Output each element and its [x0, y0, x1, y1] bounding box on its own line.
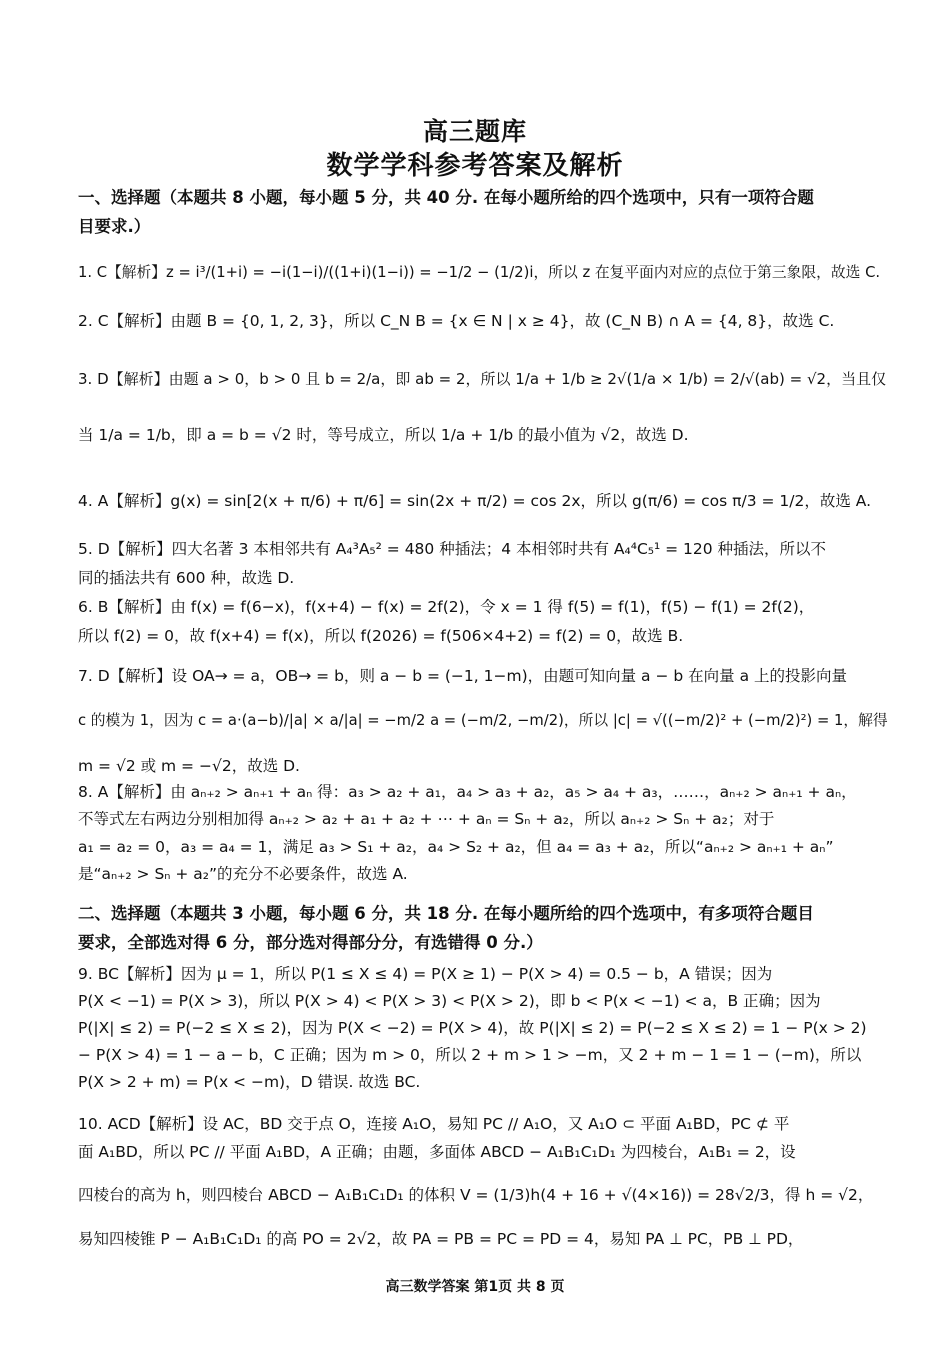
answer-5-line-1: 5. D【解析】四大名著 3 本相邻共有 A₄³A₅² = 480 种插法；4 本相邻时共有 A₄⁴C₅¹ = 120 种插法，所以不 [78, 540, 827, 558]
section-1-heading-line-1: 一、选择题（本题共 8 小题，每小题 5 分，共 40 分. 在每小题所给的四个选项中，只有一项符合题 [78, 188, 814, 207]
answer-8-line-1: 8. A【解析】由 aₙ₊₂ > aₙ₊₁ + aₙ 得：a₃ > a₂ + a₁，a₄ > a₃ + a₂，a₅ > a₄ + a₃，……，aₙ₊₂ > aₙ₊₁ + aₙ， [78, 783, 857, 801]
answer-6-line-2: 所以 f(2) = 0，故 f(x+4) = f(x)，所以 f(2026) = f(506×4+2) = f(2) = 0，故选 B. [78, 627, 684, 645]
document-subtitle: 数学学科参考答案及解析 [326, 151, 624, 181]
answer-7-line-2: c 的模为 1，因为 c = a·(a−b)/|a| × a/|a| = −m/2 a = (−m/2, −m/2)，所以 |c| = √((−m/2)² + (−m/2)²) = 1，解得 [78, 712, 888, 729]
page-footer: 高三数学答案 第1页 共 8 页 [385, 1279, 565, 1295]
answer-4: 4. A【解析】g(x) = sin[2(x + π/6) + π/6] = sin(2x + π/2) = cos 2x，所以 g(π/6) = cos π/3 = 1/2，故选 A. [78, 492, 872, 510]
answer-9-line-4: − P(X > 4) = 1 − a − b，C 正确；因为 m > 0，所以 2 + m > 1 > −m，又 2 + m − 1 = 1 − (−m)，所以 [78, 1046, 862, 1064]
answer-7-line-1: 7. D【解析】设 OA→ = a，OB→ = b，则 a − b = (−1, 1−m)，由题可知向量 a − b 在向量 a 上的投影向量 [78, 667, 848, 685]
answer-9-line-2: P(X < −1) = P(X > 3)，所以 P(X > 4) < P(X > 3) < P(X > 2)，即 b < P(x < −1) < a，B 正确；因为 [78, 992, 821, 1010]
answer-6-line-1: 6. B【解析】由 f(x) = f(6−x)，f(x+4) − f(x) = 2f(2)，令 x = 1 得 f(5) = f(1)，f(5) − f(1) = 2f(2)， [78, 598, 815, 616]
section-2-heading-line-2: 要求，全部选对得 6 分，部分选对得部分分，有选错得 0 分.） [78, 933, 543, 952]
document-title: 高三题库 [422, 117, 527, 146]
answer-7-line-3: m = √2 或 m = −√2，故选 D. [78, 757, 300, 775]
section-2-heading [78, 899, 884, 957]
answer-10-line-1: 10. ACD【解析】设 AC，BD 交于点 O，连接 A₁O，易知 PC // A₁O，又 A₁O ⊂ 平面 A₁BD，PC ⊄ 平 [78, 1115, 790, 1133]
answer-1: 1. C【解析】z = i³/(1+i) = −i(1−i)/((1+i)(1−i)) = −1/2 − (1/2)i，所以 z 在复平面内对应的点位于第三象限，故选 C. [78, 264, 881, 281]
answer-3-line-1: 3. D【解析】由题 a > 0，b > 0 且 b = 2/a，即 ab = 2，所以 1/a + 1/b ≥ 2√(1/a × 1/b) = 2/√(ab) = √2，当且仅 [78, 370, 887, 388]
answer-9-line-5: P(X > 2 + m) = P(x < −m)，D 错误. 故选 BC. [78, 1073, 421, 1091]
answer-8-line-2: 不等式左右两边分别相加得 aₙ₊₂ > a₂ + a₁ + a₂ + ⋯ + aₙ = Sₙ + a₂，所以 aₙ₊₂ > Sₙ + a₂；对于 [78, 810, 775, 828]
answer-5-line-2: 同的插法共有 600 种，故选 D. [78, 569, 295, 587]
answer-9-line-1: 9. BC【解析】因为 μ = 1，所以 P(1 ≤ X ≤ 4) = P(X ≥ 1) − P(X > 4) = 0.5 − b，A 错误；因为 [78, 965, 773, 983]
section-2-heading-line-1: 二、选择题（本题共 3 小题，每小题 6 分，共 18 分. 在每小题所给的四个选项中，有多项符合题目 [78, 904, 814, 923]
section-1-heading-line-2: 目要求.） [78, 217, 151, 236]
answer-2: 2. C【解析】由题 B = {0, 1, 2, 3}，所以 C_N B = {x ∈ N | x ≥ 4}，故 (C_N B) ∩ A = {4, 8}，故选 C. [78, 312, 835, 330]
answer-10-line-3: 四棱台的高为 h，则四棱台 ABCD − A₁B₁C₁D₁ 的体积 V = (1/3)h(4 + 16 + √(4×16)) = 28√2/3，得 h = √2， [78, 1186, 874, 1204]
section-1-heading [78, 183, 884, 241]
answer-8-line-4: 是“aₙ₊₂ > Sₙ + a₂”的充分不必要条件，故选 A. [78, 865, 408, 883]
answer-8-line-3: a₁ = a₂ = 0，a₃ = a₄ = 1，满足 a₃ > S₁ + a₂，a₄ > S₂ + a₂，但 a₄ = a₃ + a₂，所以“aₙ₊₂ > aₙ₊₁ + aₙ” [78, 838, 834, 856]
answer-10-line-2: 面 A₁BD，所以 PC // 平面 A₁BD，A 正确；由题，多面体 ABCD − A₁B₁C₁D₁ 为四棱台，A₁B₁ = 2，设 [78, 1143, 796, 1161]
answer-10-line-4: 易知四棱锥 P − A₁B₁C₁D₁ 的高 PO = 2√2，故 PA = PB = PC = PD = 4，易知 PA ⊥ PC，PB ⊥ PD， [78, 1230, 804, 1248]
answer-3-line-2: 当 1/a = 1/b，即 a = b = √2 时，等号成立，所以 1/a + 1/b 的最小值为 √2，故选 D. [78, 426, 689, 444]
answer-9-line-3: P(|X| ≤ 2) = P(−2 ≤ X ≤ 2)，因为 P(X < −2) = P(X > 4)，故 P(|X| ≤ 2) = P(−2 ≤ X ≤ 2) = 1 − P(x > 2) [78, 1019, 867, 1037]
